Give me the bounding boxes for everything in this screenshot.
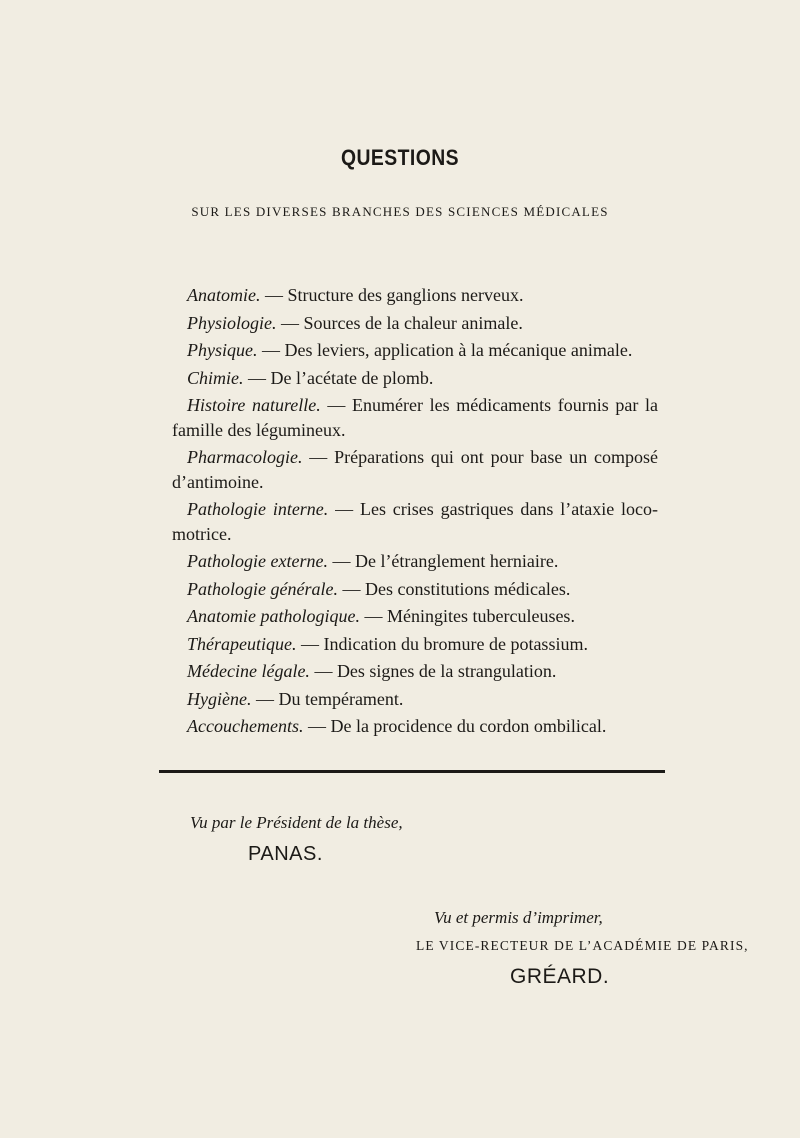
question-item [157,687,658,712]
question-item [157,393,658,442]
question-text: — Des constitutions médicales. [337,578,571,599]
question-subject: Chimie. [187,367,244,388]
question-text: — De l’étranglement herniaire. [327,551,559,571]
question-item [157,604,658,629]
question-text: — De la procidence du cordon ombilical. [303,716,607,736]
horizontal-rule [159,770,665,773]
question-text: — Préparations qui ont pour base un composé d’antimoine. [172,447,658,492]
question-item [157,283,658,308]
question-item [157,497,658,546]
questions-list [172,283,658,739]
question-subject: Anatomie pathologique. [187,606,360,626]
question-text: — Les crises gastriques dans l’ataxie loco-motrice. [172,499,658,544]
vu-president-line: Vu par le Président de la thèse, [190,813,403,832]
question-item [157,577,658,602]
vice-recteur-line: LE VICE-RECTEUR DE L’ACADÉMIE DE PARIS, [416,938,749,953]
question-item [157,632,658,657]
question-subject: Pathologie générale. [187,578,338,599]
question-text: — Du tempérament. [251,688,404,709]
question-subject: Accouchements. [187,716,304,736]
question-item [157,659,658,684]
question-subject: Thérapeutique. [187,633,297,654]
question-text: — Méningites tuberculeuses. [359,606,575,626]
question-subject: Pharmacologie. [187,447,303,467]
question-subject: Hygiène. [187,688,252,709]
recteur-name: GRÉARD. [510,965,610,988]
question-text: — Structure des ganglions nerveux. [260,285,524,305]
question-text: — Des leviers, application à la mécanique animale. [257,340,633,360]
page-title: QUESTIONS [340,145,459,170]
question-item [157,338,658,363]
question-item [157,714,658,739]
question-text: — De l’acétate de plomb. [243,367,434,388]
president-name: PANAS. [248,843,323,865]
question-text: — Indication du bromure de potassium. [296,633,588,654]
question-item [157,366,658,391]
page-subtitle: SUR LES DIVERSES BRANCHES DES SCIENCES MÉDICALES [191,204,609,219]
question-subject: Pathologie interne. [187,499,329,519]
question-subject: Anatomie. [187,285,261,305]
question-item [157,445,658,494]
question-text: — Des signes de la strangulation. [309,661,557,681]
question-subject: Histoire naturelle. [187,395,321,415]
question-subject: Physique. [187,340,258,360]
vu-permis-line: Vu et permis d’imprimer, [434,908,603,927]
question-subject: Pathologie externe. [187,551,328,571]
question-item [157,311,658,336]
question-subject: Médecine légale. [187,661,310,681]
question-item [157,549,658,574]
question-text: — Enumérer les médicaments fournis par la famille des légumineux. [172,395,658,440]
question-text: — Sources de la chaleur animale. [276,312,523,333]
question-subject: Physiologie. [187,312,277,333]
